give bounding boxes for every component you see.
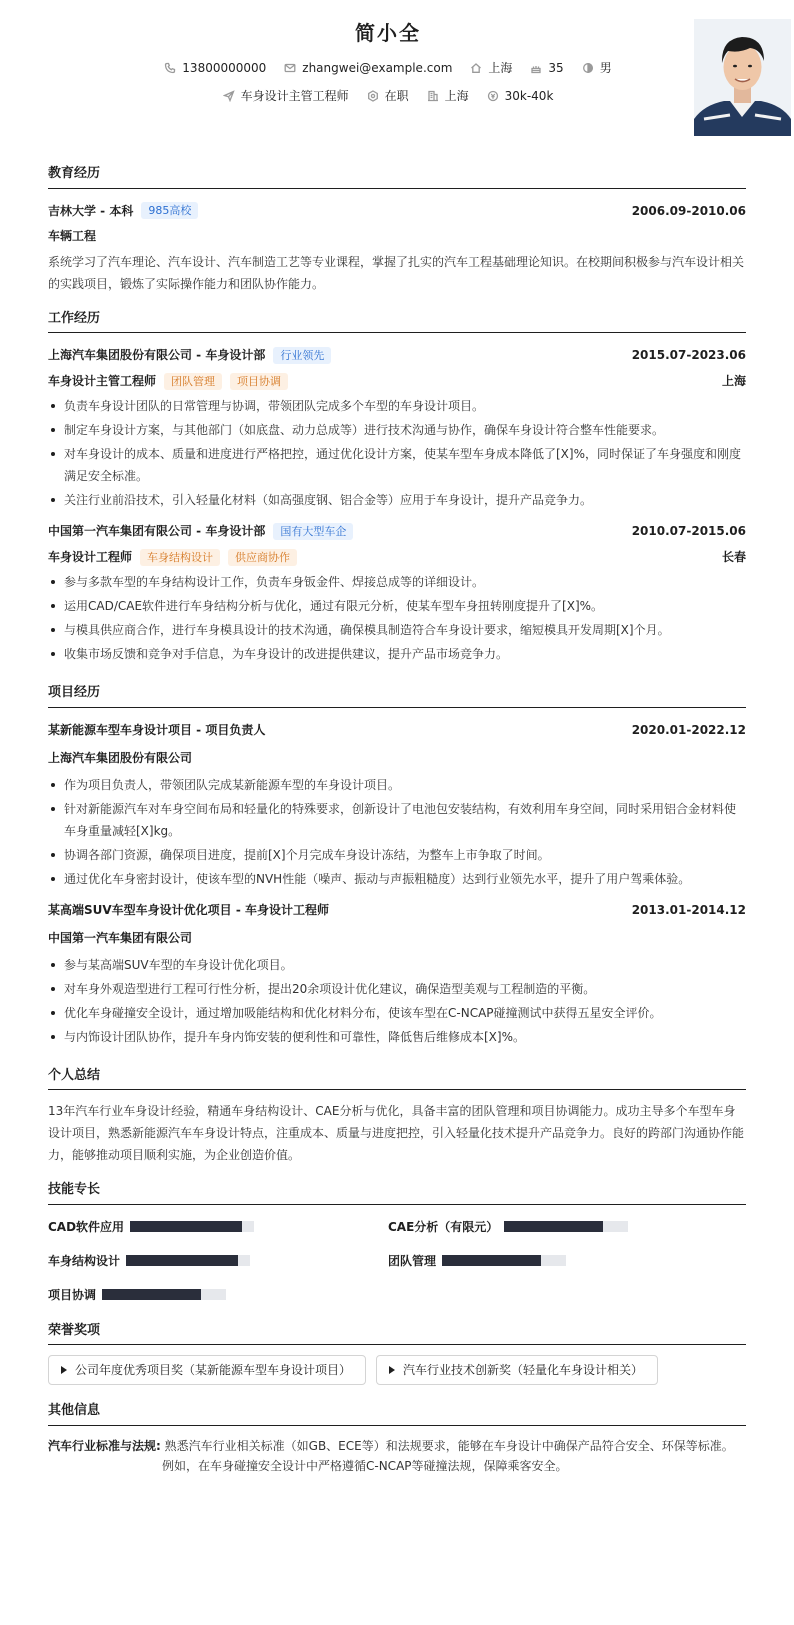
skill-tag: 项目协调 <box>230 373 288 390</box>
project-item <box>48 898 746 1048</box>
role-title: 车身设计工程师 <box>48 550 133 564</box>
education-row <box>48 199 746 223</box>
section-title: 工作经历 <box>48 309 746 334</box>
work-bullets <box>48 571 746 665</box>
section-title: 教育经历 <box>48 164 746 189</box>
skill-name: 车身结构设计 <box>48 1253 121 1268</box>
other-section <box>48 1401 746 1476</box>
work-bullets <box>48 395 746 511</box>
skill-name: CAE分析（有限元） <box>388 1219 499 1234</box>
skill-bar <box>504 1221 628 1232</box>
skill-item <box>388 1249 728 1273</box>
building-icon <box>427 90 439 102</box>
skill-tag: 供应商协作 <box>228 549 297 566</box>
summary-text: 13年汽车行业车身设计经验，精通车身结构设计、CAE分析与优化，具备丰富的团队管理和项目协调能力。成功主导多个车型车身设计项目，熟悉新能源汽车车身设计特点，注重成本、质量与进度把控，引入轻量化技术提升产品竞争力。良好的跨部门沟通协作能力，能够推动项目顺利实施，为企业创造价值。 <box>48 1104 745 1162</box>
job-title-item <box>223 87 349 105</box>
list-item: 通过优化车身密封设计，使该车型的NVH性能（噪声、振动与声振粗糙度）达到行业领先水平，提升了用户驾乘体验。 <box>48 868 746 890</box>
phone-icon <box>164 62 176 74</box>
work-date: 2010.07-2015.06 <box>631 524 746 538</box>
skill-bar <box>126 1255 250 1266</box>
list-item: 作为项目负责人，带领团队完成某新能源车型的车身设计项目。 <box>48 774 746 796</box>
award-name: 汽车行业技术创新奖（轻量化车身设计相关） <box>403 1363 644 1377</box>
skill-bar-fill <box>102 1289 201 1300</box>
awards-section <box>48 1321 746 1386</box>
work-item <box>48 343 746 511</box>
project-company: 上海汽车集团股份有限公司 <box>48 750 193 765</box>
major: 车辆工程 <box>48 228 97 243</box>
triangle-icon <box>389 1366 395 1374</box>
city: 上海 <box>488 61 513 75</box>
list-item: 参与多款车型的车身结构设计工作，负责车身钣金件、焊接总成等的详细设计。 <box>48 571 746 593</box>
other-text-1: 熟悉汽车行业相关标准（如GB、ECE等）和法规要求，能够在车身设计中确保产品符合安全、环保等标准。 <box>164 1438 734 1453</box>
section-title: 个人总结 <box>48 1066 746 1091</box>
send-icon <box>223 90 235 102</box>
skill-tag: 团队管理 <box>164 373 222 390</box>
list-item: 协调各部门资源，确保项目进度，提前[X]个月完成车身设计冻结，为整车上市争取了时间。 <box>48 844 746 866</box>
project-bullets <box>48 774 746 890</box>
home-icon <box>470 62 482 74</box>
work-section <box>48 309 746 666</box>
education-description: 系统学习了汽车理论、汽车设计、汽车制造工艺等专业课程，掌握了扎实的汽车工程基础理论知识。在校期间积极参与汽车设计相关的实践项目，锻炼了实际操作能力和团队协作能力。 <box>48 254 745 291</box>
list-item: 与内饰设计团队协作，提升车身内饰安装的便利性和可靠性，降低售后维修成本[X]%。 <box>48 1026 746 1048</box>
awards-list <box>48 1355 746 1385</box>
school-tag: 985高校 <box>141 202 198 219</box>
school-name: 吉林大学 - 本科 <box>48 203 134 218</box>
email-address: zhangwei@example.com <box>302 61 453 75</box>
company-name: 中国第一汽车集团有限公司 - 车身设计部 <box>48 524 266 538</box>
list-item: 针对新能源汽车对车身空间布局和轻量化的特殊要求，创新设计了电池包安装结构，有效利用车身空间，同时采用铝合金材料使车身重量减轻[X]kg。 <box>48 798 746 842</box>
age-item <box>530 59 563 77</box>
work-location: 长春 <box>721 550 746 564</box>
list-item: 运用CAD/CAE软件进行车身结构分析与优化，通过有限元分析，使某车型车身扭转刚度提升了[X]%。 <box>48 595 746 617</box>
gender-item <box>582 59 612 77</box>
triangle-icon <box>61 1366 67 1374</box>
list-item: 对车身外观造型进行工程可行性分析，提出20余项设计优化建议，确保造型美观与工程制造的平衡。 <box>48 978 746 1000</box>
phone-number: 13800000000 <box>182 61 267 75</box>
cake-icon <box>530 62 542 74</box>
project-item <box>48 718 746 890</box>
status-item <box>367 87 409 105</box>
list-item: 收集市场反馈和竞争对手信息，为车身设计的改进提供建议，提升产品市场竞争力。 <box>48 643 746 665</box>
job-title: 车身设计主管工程师 <box>240 89 349 103</box>
other-info <box>48 1436 746 1456</box>
settings-icon <box>367 90 379 102</box>
section-title: 技能专长 <box>48 1180 746 1205</box>
list-item: 优化车身碰撞安全设计，通过增加吸能结构和优化材料分布，使该车型在C-NCAP碰撞测试中获得五星安全评价。 <box>48 1002 746 1024</box>
list-item: 参与某高端SUV车型的车身设计优化项目。 <box>48 954 746 976</box>
skill-name: CAD软件应用 <box>48 1219 125 1234</box>
project-company: 中国第一汽车集团有限公司 <box>48 930 193 945</box>
email-item <box>284 59 452 77</box>
skills-section <box>48 1180 746 1307</box>
work-location: 上海 <box>721 374 746 388</box>
job-intent-line <box>48 87 728 105</box>
company-tag: 行业领先 <box>273 347 331 364</box>
skill-tag: 车身结构设计 <box>140 549 220 566</box>
skill-item <box>388 1215 728 1239</box>
project-bullets <box>48 954 746 1048</box>
list-item: 与模具供应商合作，进行车身模具设计的技术沟通，确保模具制造符合车身设计要求，缩短模具开发周期[X]个月。 <box>48 619 746 641</box>
skill-item <box>48 1249 388 1273</box>
work-item <box>48 519 746 665</box>
company-tag: 国有大型车企 <box>273 523 353 540</box>
award-item <box>376 1355 658 1385</box>
list-item: 关注行业前沿技术，引入轻量化材料（如高强度钢、铝合金等）应用于车身设计，提升产品竞争力。 <box>48 489 746 511</box>
education-section <box>48 164 746 295</box>
skills-grid <box>48 1215 746 1307</box>
list-item: 负责车身设计团队的日常管理与协调，带领团队完成多个车型的车身设计项目。 <box>48 395 746 417</box>
gender: 男 <box>599 61 612 75</box>
summary-section <box>48 1066 746 1167</box>
work-status: 在职 <box>384 89 409 103</box>
list-item: 对车身设计的成本、质量和进度进行严格把控，通过优化设计方案，使某车型车身成本降低了[X]%，同时保证了车身强度和刚度满足安全标准。 <box>48 443 746 487</box>
list-item: 制定车身设计方案，与其他部门（如底盘、动力总成等）进行技术沟通与协作，确保车身设计符合整车性能要求。 <box>48 419 746 441</box>
target-city-item <box>427 87 469 105</box>
projects-section <box>48 683 746 1048</box>
company-name: 上海汽车集团股份有限公司 - 车身设计部 <box>48 348 266 362</box>
skill-bar <box>442 1255 566 1266</box>
section-title: 其他信息 <box>48 1401 746 1426</box>
project-name: 某高端SUV车型车身设计优化项目 - 车身设计工程师 <box>48 902 330 917</box>
skill-bar-fill <box>504 1221 603 1232</box>
coin-icon <box>487 90 499 102</box>
skill-bar-fill <box>126 1255 238 1266</box>
section-title: 荣誉奖项 <box>48 1321 746 1346</box>
award-name: 公司年度优秀项目奖（某新能源车型车身设计项目） <box>75 1363 352 1377</box>
education-date: 2006.09-2010.06 <box>631 203 746 218</box>
role-title: 车身设计主管工程师 <box>48 374 157 388</box>
skill-bar <box>130 1221 254 1232</box>
mail-icon <box>284 62 296 74</box>
skill-bar-fill <box>442 1255 541 1266</box>
gender-icon <box>582 62 594 74</box>
target-city: 上海 <box>444 89 469 103</box>
skill-name: 团队管理 <box>388 1253 437 1268</box>
contact-line <box>48 59 728 77</box>
project-date: 2020.01-2022.12 <box>631 722 746 737</box>
age: 35 <box>548 61 564 75</box>
skill-bar-fill <box>130 1221 242 1232</box>
project-date: 2013.01-2014.12 <box>631 902 746 917</box>
profile-photo <box>694 19 791 136</box>
skill-item <box>48 1283 388 1307</box>
city-item <box>470 59 512 77</box>
phone-item <box>164 59 266 77</box>
salary-item <box>487 87 554 105</box>
work-date: 2015.07-2023.06 <box>631 348 746 362</box>
other-label: 汽车行业标准与法规: <box>48 1438 161 1453</box>
award-item <box>48 1355 366 1385</box>
salary: 30k-40k <box>504 89 554 103</box>
other-text-2: 例如，在车身碰撞安全设计中严格遵循C-NCAP等碰撞法规，保障乘客安全。 <box>162 1458 568 1473</box>
skill-item <box>48 1215 388 1239</box>
candidate-name: 简小全 <box>355 21 421 45</box>
skill-name: 项目协调 <box>48 1287 97 1302</box>
resume-header <box>48 0 746 160</box>
section-title: 项目经历 <box>48 683 746 708</box>
project-name: 某新能源车型车身设计项目 - 项目负责人 <box>48 722 266 737</box>
skill-bar <box>102 1289 226 1300</box>
